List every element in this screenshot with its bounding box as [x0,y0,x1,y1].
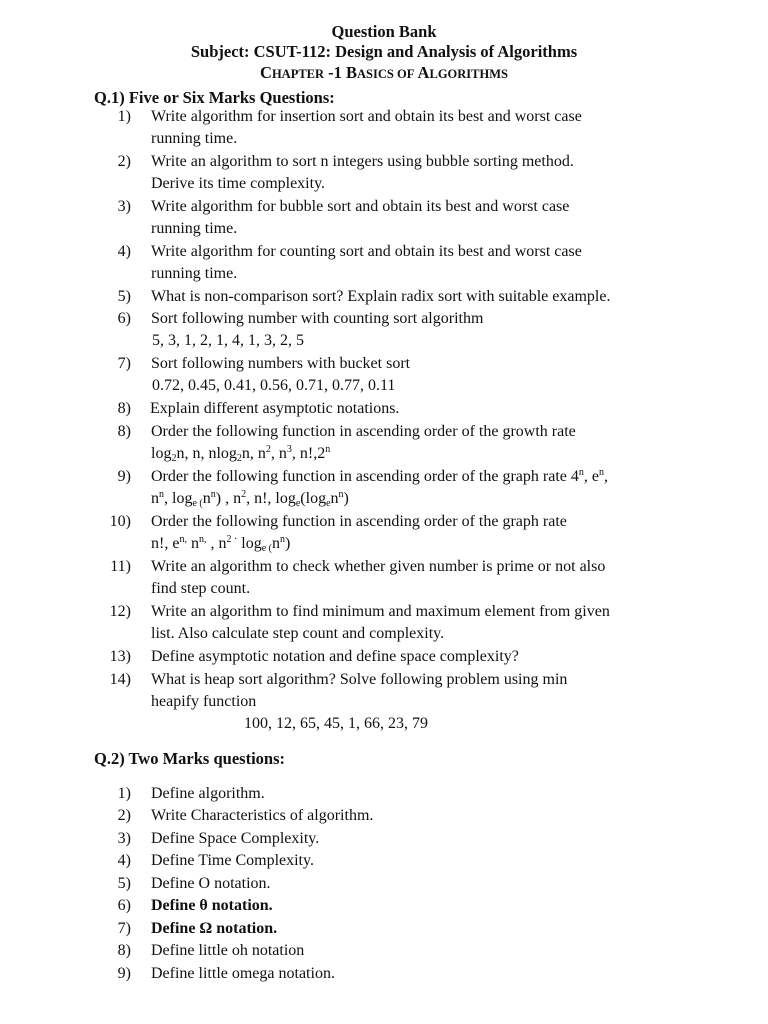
item-number: 7) [117,355,131,372]
question-text: find step count. [151,580,251,597]
item-number: 9) [117,965,131,982]
chapter-text: C [260,63,272,82]
question-text: Define algorithm. [151,785,265,802]
formula-text: n, n [241,445,266,462]
item-number: 14) [109,671,131,688]
formula-text: log [237,535,262,552]
function-list [151,534,290,554]
question-text-part: Order the following function in ascending order of the graph rate 4 [151,468,579,485]
formula-text: n [151,490,159,507]
question-text: Derive its time complexity. [151,175,326,192]
question-text: What is heap sort algorithm? Solve following problem using min [151,671,568,688]
item-number: 4) [117,243,131,260]
formula-subscript: e ( [261,543,273,554]
question-text: Write Characteristics of algorithm. [151,807,374,824]
question-text: Define O notation. [151,875,271,892]
item-number: 13) [109,648,131,665]
item-number: 3) [117,830,131,847]
item-number: 3) [117,198,131,215]
chapter-text: LGORITHMS [429,67,508,81]
question-text: running time. [151,265,238,282]
function-list [151,489,349,509]
formula-superscript: n [338,489,344,500]
chapter-text: HAPTER [271,67,325,81]
formula-superscript: 2 [265,444,271,455]
formula-superscript: n, [198,534,207,545]
question-text: Define Space Complexity. [151,830,320,847]
formula-text: , log [164,490,193,507]
question-text: heapify function [151,693,257,710]
formula-superscript: n [210,489,216,500]
formula-text: log [151,445,172,462]
formula-subscript: e ( [192,498,203,509]
formula-superscript: n [159,489,164,500]
question-text: What is non-comparison sort? Explain radix sort with suitable example. [151,288,611,305]
question-text [151,467,608,487]
formula-subscript: e [326,498,331,509]
question-text: Write an algorithm to find minimum and maximum element from given [151,603,610,620]
question-text: running time. [151,130,238,147]
formula-text: , n [270,445,287,462]
item-number: 2) [117,153,131,170]
question-text: Define Time Complexity. [151,852,314,869]
formula-text: ) [343,490,349,507]
question-text: Write an algorithm to sort n integers using bubble sorting method. [151,153,574,170]
formula-superscript: n [325,444,331,455]
item-number: 5) [117,875,131,892]
document-title: Question Bank [331,22,437,41]
formula-subscript: 2 [171,453,177,464]
item-number: 4) [117,852,131,869]
formula-text: (log [300,490,327,507]
chapter-text: -1 B [324,63,358,82]
formula-superscript: n [578,467,584,478]
formula-text: ) , n [215,490,242,507]
question-text: Sort following numbers with bucket sort [151,355,411,372]
item-number: 8) [117,942,131,959]
formula-subscript: 2 [236,453,242,464]
chapter-text: ASICS OF [357,67,415,81]
formula-text: , e [583,468,599,485]
subject-line: Subject: CSUT-112: Design and Analysis of Algorithms [190,42,578,61]
formula-superscript: n [280,534,286,545]
formula-text: n [202,490,211,507]
question-text: Write algorithm for bubble sort and obtain its best and worst case [151,198,570,215]
formula-text: n [330,490,339,507]
question-text: Define Ω notation. [151,920,278,937]
item-number: 8) [117,423,131,440]
formula-superscript: 2 [241,489,247,500]
number-sequence: 0.72, 0.45, 0.41, 0.56, 0.71, 0.77, 0.11 [152,377,396,394]
item-number: 2) [117,807,131,824]
question-text: Explain different asymptotic notations. [150,400,400,417]
formula-text: n, n, nlog [176,445,237,462]
question-text: list. Also calculate step count and complexity. [151,625,445,642]
item-number: 1) [117,108,131,125]
item-number: 7) [117,920,131,937]
formula-superscript: n, [179,534,187,545]
section-heading-q2: Q.2) Two Marks questions: [94,749,285,768]
formula-superscript: 2 · [226,534,238,545]
item-number: 8) [117,400,131,417]
formula-text: , n!, log [246,490,296,507]
formula-superscript: 3 [286,444,292,455]
question-text: Define little omega notation. [151,965,335,982]
item-number: 12) [109,603,131,620]
question-text: Define asymptotic notation and define space complexity? [151,648,519,665]
number-sequence: 100, 12, 65, 45, 1, 66, 23, 79 [244,715,428,732]
question-text: Write an algorithm to check whether given number is prime or not also [151,558,606,575]
item-number: 10) [109,513,131,530]
formula-text: n!, e [151,535,180,552]
item-number: 6) [117,897,131,914]
formula-text: n [272,535,281,552]
formula-text: , [603,468,608,485]
question-text: Order the following function in ascending order of the graph rate [151,513,567,530]
function-list [151,444,330,464]
formula-text: , n!,2 [291,445,326,462]
chapter-title [0,63,768,84]
chapter-text: A [414,63,430,82]
question-text: Write algorithm for insertion sort and obtain its best and worst case [151,108,582,125]
item-number: 1) [117,785,131,802]
question-text: Order the following function in ascending order of the growth rate [151,423,576,440]
formula-text: , n [206,535,227,552]
item-number: 5) [117,288,131,305]
number-sequence: 5, 3, 1, 2, 1, 4, 1, 3, 2, 5 [152,332,304,349]
formula-superscript: n [598,467,604,478]
item-number: 6) [117,310,131,327]
question-text: running time. [151,220,238,237]
question-text: Define θ notation. [151,897,273,914]
section-heading-q1: Q.1) Five or Six Marks Questions: [94,88,335,107]
question-text: Sort following number with counting sort algorithm [151,310,484,327]
question-text: Write algorithm for counting sort and obtain its best and worst case [151,243,582,260]
formula-subscript: e [295,498,301,509]
question-text: Define little oh notation [151,942,305,959]
formula-text: ) [285,535,291,552]
item-number: 9) [117,468,131,485]
item-number: 11) [110,558,131,575]
formula-text: n [186,535,199,552]
